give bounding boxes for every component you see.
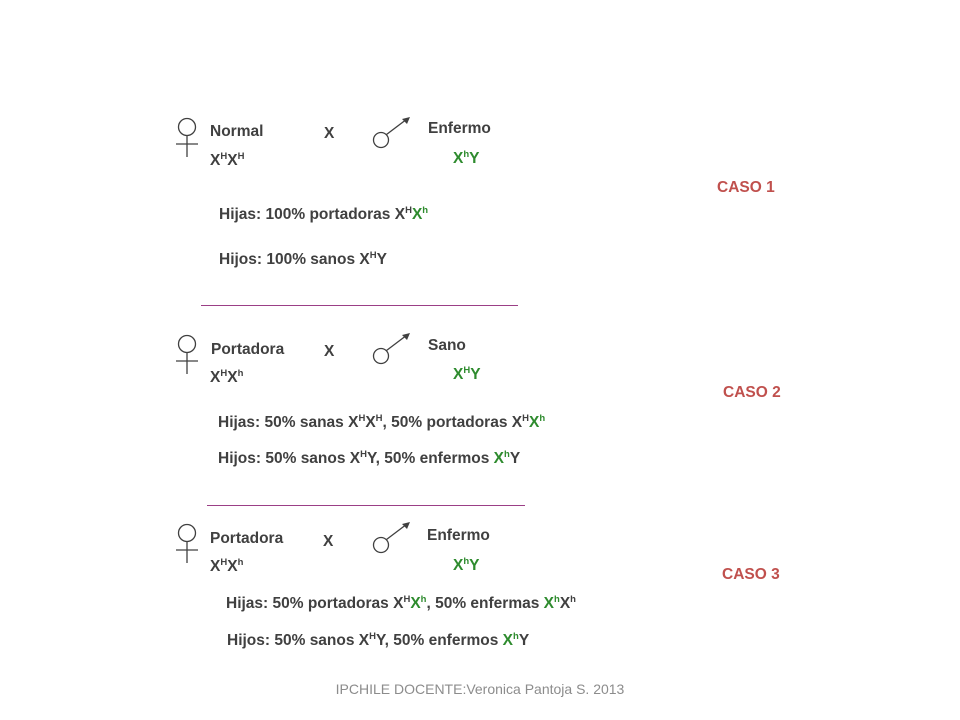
mother-label-3: Portadora <box>210 530 284 547</box>
daughters-result-2: Hijas: 50% sanas $X^HX^H$, 50% portadoras $X^HX^h$ <box>218 413 546 431</box>
father-genotype-2: $X^HY$ <box>453 365 481 383</box>
father-genotype-1: $X^hY$ <box>453 149 480 167</box>
male-symbol-icon <box>370 116 414 152</box>
sons-result-3: Hijos: 50% sanos $X^HY$, 50% enfermos $X^hY$ <box>227 631 530 649</box>
male-symbol-icon <box>370 332 414 368</box>
male-symbol-icon <box>370 521 414 557</box>
female-symbol-icon <box>174 334 200 378</box>
daughters-result-1: Hijas: 100% portadoras $X^HX^h$ <box>219 205 429 223</box>
father-genotype-3: $X^hY$ <box>453 556 480 574</box>
mother-genotype-3: $X^HX^h$ <box>210 557 244 575</box>
father-label-1: Enfermo <box>428 120 491 137</box>
female-symbol-icon <box>174 117 200 161</box>
sons-result-2: Hijos: 50% sanos $X^HY$, 50% enfermos $X^hY$ <box>218 449 521 467</box>
separator-2 <box>207 505 525 506</box>
mother-label-1: Normal <box>210 123 264 140</box>
mother-label-2: Portadora <box>211 341 285 358</box>
cross-sign-1: X <box>324 125 335 142</box>
footer-credit: IPCHILE DOCENTE:Veronica Pantoja S. 2013 <box>335 681 625 697</box>
daughters-result-3: Hijas: 50% portadoras $X^HX^h$, 50% enfermas $X^hX^h$ <box>226 594 576 612</box>
caso-3-label: CASO 3 <box>722 566 780 583</box>
cross-sign-2: X <box>324 343 335 360</box>
female-symbol-icon <box>174 523 200 567</box>
mother-genotype-2: $X^HX^h$ <box>210 368 244 386</box>
caso-1-label: CASO 1 <box>717 179 775 196</box>
sons-result-1: Hijos: 100% sanos $X^HY$ <box>219 250 387 268</box>
caso-2-label: CASO 2 <box>723 384 781 401</box>
cross-sign-3: X <box>323 533 334 550</box>
father-label-2: Sano <box>428 337 466 354</box>
father-label-3: Enfermo <box>427 527 490 544</box>
mother-genotype-1: $X^HX^H$ <box>210 151 245 169</box>
separator-1 <box>201 305 518 306</box>
